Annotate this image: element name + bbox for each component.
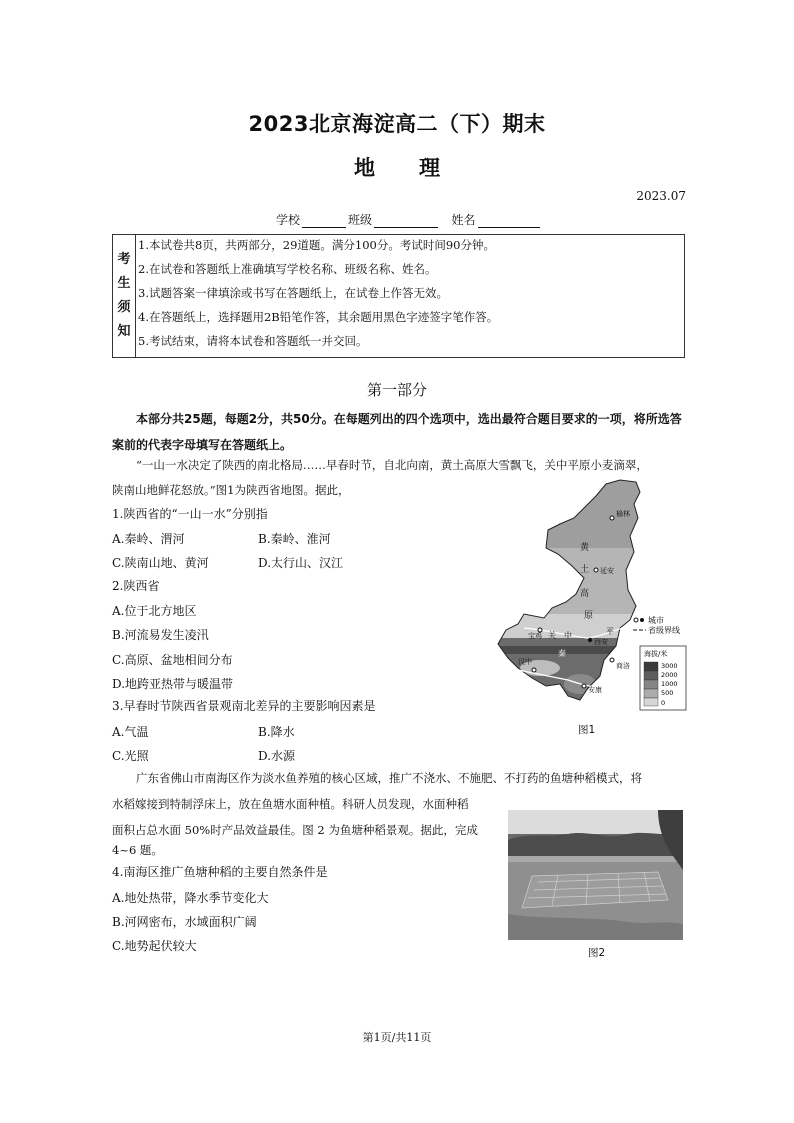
map-label: 中 (564, 631, 572, 640)
q1-option-b[interactable]: B.秦岭、淮河 (258, 532, 331, 546)
notice-side-label (113, 235, 136, 358)
shaanxi-map (488, 478, 690, 718)
map-label: 安康 (588, 686, 602, 694)
figure-2-caption: 图2 (588, 947, 606, 959)
passage-2-line-2: 水稻嫁接到特制浮床上，放在鱼塘水面种植。科研人员发现，水面种稻 (112, 797, 469, 811)
elevation-swatch-1000 (644, 680, 658, 689)
q2-option-d[interactable]: D.地跨亚热带与暖温带 (112, 677, 234, 691)
map-label: 黄 (580, 543, 590, 553)
passage-2-line-4: 4~6 题。 (112, 843, 163, 857)
subject-title (0, 152, 794, 182)
map-label: 宝鸡 (528, 632, 542, 640)
subject-char-1: 地 (354, 156, 375, 180)
map-label: 巴 (534, 683, 542, 692)
notice-item: 2.在试卷和答题纸上准确填写学校名称、班级名称、姓名。 (138, 262, 437, 276)
question-2-stem: 2.陕西省 (112, 579, 160, 593)
map-label: 秦 (558, 649, 566, 658)
shangluo-city-marker (610, 658, 614, 662)
side-char: 生 (117, 276, 131, 291)
legend-city-icon (634, 618, 638, 622)
q4-option-b[interactable]: B.河网密布，水域面积广阔 (112, 915, 257, 929)
q2-option-b[interactable]: B.河流易发生凌汛 (112, 628, 209, 642)
school-blank[interactable] (302, 214, 346, 228)
q3-option-c[interactable]: C.光照 (112, 749, 149, 763)
question-1-stem: 1.陕西省的“一山一水”分别指 (112, 507, 268, 521)
subject-char-2: 理 (419, 156, 440, 180)
elevation-swatch-500 (644, 689, 658, 698)
q1-option-d[interactable]: D.太行山、汉江 (258, 556, 344, 570)
name-label: 姓名 (451, 213, 476, 227)
passage-1-line-2: 陕南山地鲜花怒放。”图1为陕西省地图。据此， (112, 483, 350, 497)
side-char: 须 (117, 300, 131, 315)
q1-option-a[interactable]: A.秦岭、渭河 (112, 532, 185, 546)
passage-1-line-1: “一山一水决定了陕西的南北格局……早春时节，自北向南，黄土高原大雪飘飞，关中平原小麦滴翠， (136, 458, 648, 472)
figure-1-caption: 图1 (578, 724, 596, 736)
side-char: 知 (117, 324, 131, 339)
q3-option-b[interactable]: B.降水 (258, 725, 295, 739)
map-label: 平 (606, 627, 614, 636)
photo-trees (508, 832, 683, 856)
q4-option-a[interactable]: A.地处热带，降水季节变化大 (112, 891, 269, 905)
elevation-value: 3000 (661, 662, 678, 670)
elevation-legend-title: 海拔/米 (644, 650, 668, 658)
question-4-stem: 4.南海区推广鱼塘种稻的主要自然条件是 (112, 865, 328, 879)
elevation-swatch-2000 (644, 671, 658, 680)
class-blank[interactable] (374, 214, 438, 228)
north-plateau-area (488, 478, 690, 548)
exam-date: 2023.07 (636, 189, 686, 203)
q3-option-a[interactable]: A.气温 (112, 725, 149, 739)
legend-boundary-label: 省级界线 (648, 626, 680, 635)
name-blank[interactable] (478, 214, 540, 228)
q1-option-c[interactable]: C.陕南山地、黄河 (112, 556, 209, 570)
q3-option-d[interactable]: D.水源 (258, 749, 296, 763)
yulin-city-marker (610, 516, 614, 520)
elevation-value: 2000 (661, 671, 678, 679)
exam-title: 2023北京海淀高二（下）期末 (248, 112, 546, 136)
elevation-value: 500 (661, 689, 674, 697)
legend-city-icon (640, 618, 644, 622)
notice-item: 4.在答题纸上，选择题用2B铅笔作答，其余题用黑色字迹签字笔作答。 (138, 310, 499, 324)
map-label: 商洛 (616, 662, 630, 670)
hanzhong-city-marker (532, 668, 536, 672)
legend-city-label: 城市 (648, 616, 664, 625)
q2-option-c[interactable]: C.高原、盆地相间分布 (112, 653, 233, 667)
passage-2-line-3: 面积占总水面 50%时产品效益最佳。图 2 为鱼塘种稻景观。据此，完成 (112, 823, 478, 837)
elevation-value: 0 (661, 699, 666, 707)
notice-item: 1.本试卷共8页，共两部分，29道题。满分100分。考试时间90分钟。 (138, 238, 496, 252)
map-label: 延安 (600, 567, 614, 575)
part-title: 第一部分 (366, 381, 427, 399)
map-label: 榆林 (616, 510, 630, 518)
xian-city-marker (588, 638, 592, 642)
notice-items (136, 235, 685, 358)
map-label: 土 (580, 565, 590, 575)
notice-item: 5.考试结束，请将本试卷和答题纸一并交回。 (138, 334, 368, 348)
student-info-fields (276, 211, 542, 228)
map-label: 西安 (594, 638, 608, 646)
fish-pond-rice-photo (508, 810, 683, 940)
elevation-value: 1000 (661, 680, 678, 688)
q2-option-a[interactable]: A.位于北方地区 (112, 604, 197, 618)
elevation-swatch-0 (644, 698, 658, 706)
yanan-city-marker (594, 568, 598, 572)
ankang-city-marker (582, 684, 586, 688)
notice-item: 3.试题答案一律填涂或书写在答题纸上，在试卷上作答无效。 (138, 286, 448, 300)
part-intro: 本部分共25题，每题2分，共50分。在每题列出的四个选项中，选出最符合题目要求的一项，将所选答案前的代表字母填写在答题纸上。 (112, 412, 682, 452)
map-label: 原 (584, 611, 594, 621)
school-label: 学校 (276, 213, 301, 227)
map-label: 汉中 (518, 658, 532, 666)
map-label: 高 (580, 589, 590, 599)
side-char: 考 (117, 252, 131, 267)
q4-option-c[interactable]: C.地势起伏较大 (112, 939, 197, 953)
elevation-swatch-3000 (644, 662, 658, 671)
class-label: 班级 (348, 213, 373, 227)
photo-far-bank (508, 856, 683, 862)
notice-box (112, 234, 685, 358)
passage-2-line-1: 广东省佛山市南海区作为淡水鱼养殖的核心区域，推广不浇水、不施肥、不打药的鱼塘种稻模式，将 (136, 771, 642, 785)
page-footer: 第1页/共11页 (362, 1031, 432, 1044)
map-label: 关 (548, 631, 556, 640)
question-3-stem: 3.早春时节陕西省景观南北差异的主要影响因素是 (112, 699, 376, 713)
